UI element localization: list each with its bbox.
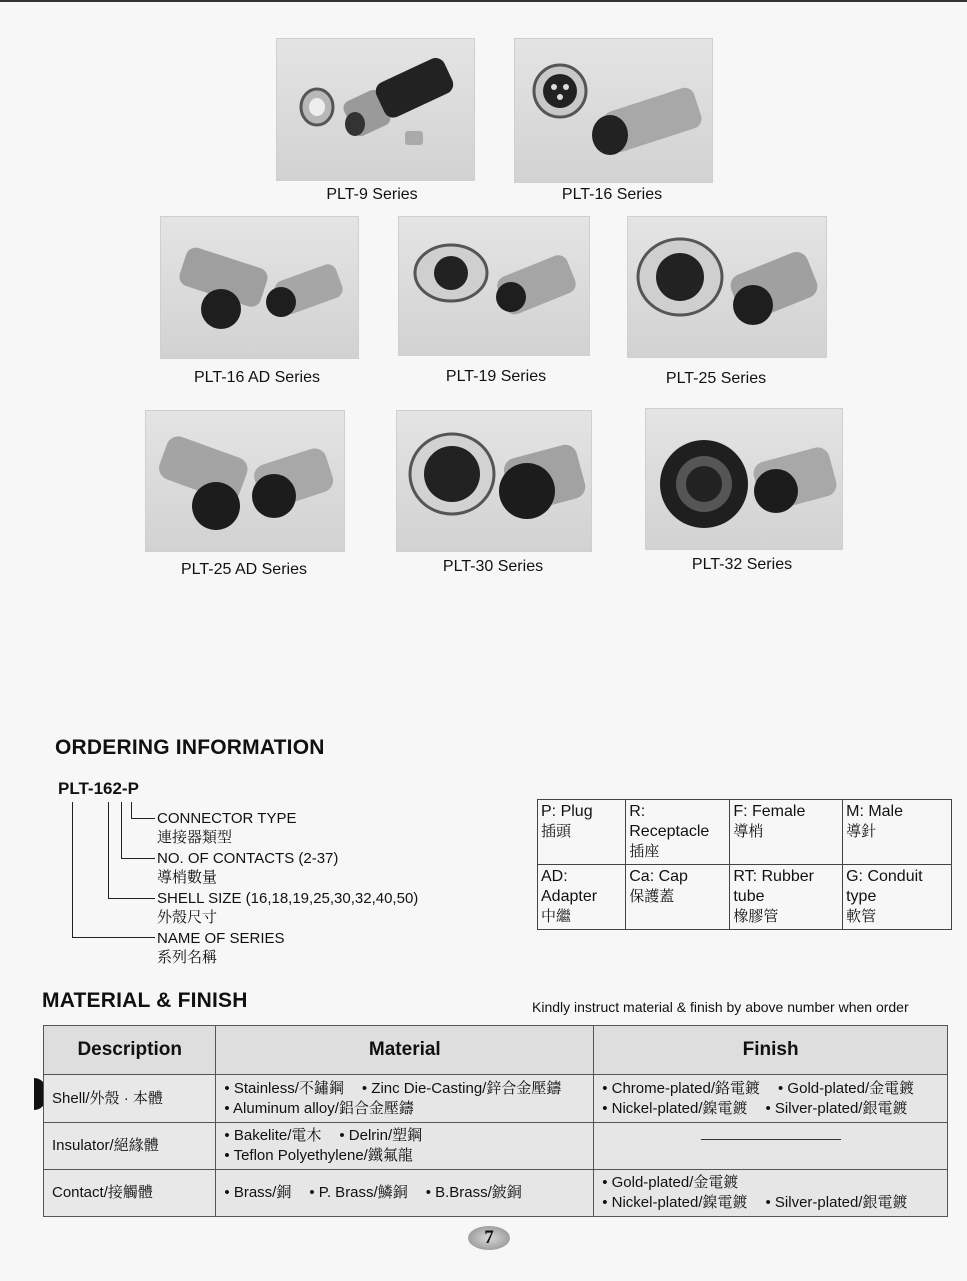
tree-line-shell-v [108, 802, 109, 898]
material-table [43, 1025, 948, 1217]
page-number: 7 [468, 1226, 510, 1250]
row-finish-empty [594, 1123, 948, 1170]
ordering-heading: ORDERING INFORMATION [55, 736, 325, 759]
tree-line-series-h [72, 937, 155, 938]
header-finish: Finish [594, 1026, 948, 1075]
type-cell: Ca: Cap 保護蓋 [626, 865, 730, 930]
part-contacts: NO. OF CONTACTS (2-37) 導梢數量 [157, 850, 339, 886]
type-cell: RT: Rubber tube 橡膠管 [730, 865, 843, 930]
row-description: Shell/外殼 · 本體 [44, 1075, 216, 1123]
product-label-plt9: PLT-9 Series [326, 186, 418, 203]
type-row [538, 800, 952, 865]
row-description: Insulator/絕緣體 [44, 1123, 216, 1170]
product-photo-plt19 [398, 216, 590, 356]
product-label-plt25ad: PLT-25 AD Series [181, 561, 307, 578]
tree-line-type-h [131, 818, 155, 819]
table-row [44, 1123, 948, 1170]
product-label-plt19: PLT-19 Series [445, 368, 547, 385]
product-photo-plt25 [627, 216, 827, 358]
top-rule [0, 0, 967, 2]
product-label-plt16: PLT-16 Series [561, 186, 663, 203]
row-description: Contact/接觸體 [44, 1170, 216, 1217]
part-series-name: NAME OF SERIES 系列名稱 [157, 930, 285, 966]
product-label-plt25: PLT-25 Series [665, 370, 767, 387]
product-label-plt16ad: PLT-16 AD Series [194, 369, 320, 386]
row-material: • Stainless/不鏽鋼 • Zinc Die-Casting/鋅合金壓鑄 • Aluminum alloy/鋁合金壓鑄 [216, 1075, 594, 1123]
type-row [538, 865, 952, 930]
type-cell: AD: Adapter 中繼 [538, 865, 626, 930]
part-shell-size: SHELL SIZE (16,18,19,25,30,32,40,50) 外殼尺寸 [157, 890, 419, 926]
empty-dash [701, 1139, 841, 1140]
header-material: Material [216, 1026, 594, 1075]
material-note: Kindly instruct material & finish by above number when order [532, 999, 909, 1015]
part-connector-type: CONNECTOR TYPE 連接器類型 [157, 810, 297, 846]
product-photo-plt32 [645, 408, 843, 550]
product-photo-plt16 [514, 38, 713, 183]
header-description: Description [44, 1026, 216, 1075]
product-photo-plt30 [396, 410, 592, 552]
type-cell: P: Plug 插頭 [538, 800, 626, 865]
product-photo-plt16ad [160, 216, 359, 359]
product-label-plt30: PLT-30 Series [442, 558, 544, 575]
type-cell: G: Conduit type 軟管 [843, 865, 952, 930]
tree-line-type-v [131, 802, 132, 818]
material-heading: MATERIAL & FINISH [42, 989, 248, 1012]
table-row [44, 1075, 948, 1123]
material-header-row [44, 1026, 948, 1075]
table-row [44, 1170, 948, 1217]
product-photo-plt25ad [145, 410, 345, 552]
tree-line-contacts-v [121, 802, 122, 858]
tree-line-shell-h [108, 898, 155, 899]
row-finish: • Chrome-plated/鉻電鍍 • Gold-plated/金電鍍 • Nickel-plated/鎳電鍍 • Silver-plated/銀電鍍 [594, 1075, 948, 1123]
type-cell: F: Female 導梢 [730, 800, 843, 865]
type-cell: M: Male 導針 [843, 800, 952, 865]
ordering-code: PLT-162-P [58, 779, 139, 798]
row-material: • Brass/銅 • P. Brass/鱗銅 • B.Brass/鈹銅 [216, 1170, 594, 1217]
connector-type-table [537, 799, 952, 930]
row-finish: • Gold-plated/金電鍍 • Nickel-plated/鎳電鍍 • Silver-plated/銀電鍍 [594, 1170, 948, 1217]
tree-line-series-v [72, 802, 73, 937]
row-material: • Bakelite/電木 • Delrin/塑鋼 • Teflon Polyethylene/鐵氟龍 [216, 1123, 594, 1170]
type-cell: R: Receptacle 插座 [626, 800, 730, 865]
tree-line-contacts-h [121, 858, 155, 859]
product-photo-plt9 [276, 38, 475, 181]
product-label-plt32: PLT-32 Series [691, 556, 793, 573]
